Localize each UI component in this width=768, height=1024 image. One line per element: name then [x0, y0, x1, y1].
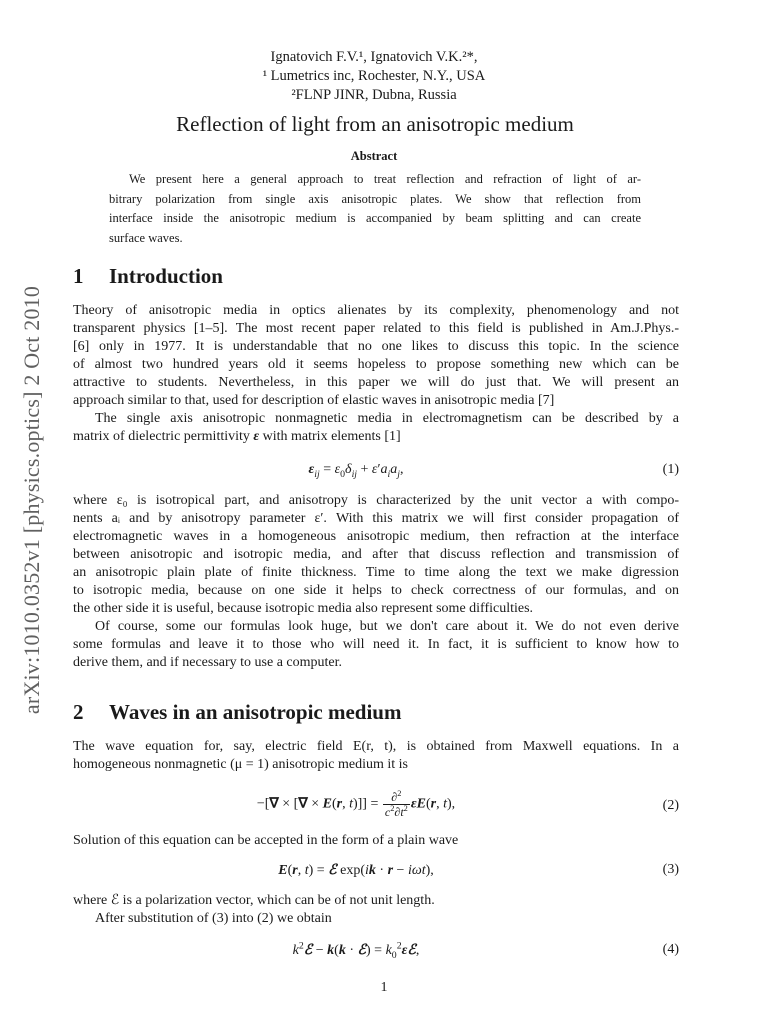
section-number: 2: [73, 700, 84, 724]
intro-paragraph-1: [73, 302, 679, 446]
equation-body: −[∇ × [∇ × E(r, t)]] = $\frac{\partial^2}{c^2\partial t^2}$ εE(r, t),: [256, 789, 456, 819]
text-line: The wave equation for, say, electric field E(r, t), is obtained from Maxwell equations. In a: [73, 739, 679, 754]
equation-2: [73, 790, 679, 824]
equation-4: [73, 942, 679, 968]
paper-title: Reflection of light from an anisotropic medium: [176, 112, 574, 136]
equation-number: (1): [662, 462, 679, 477]
equation-body: $\varepsilon_{ij} = \varepsilon_0\delta_{ij} + \varepsilon'a_ia_j$,: [308, 462, 404, 480]
affiliation-1: ¹ Lumetrics inc, Rochester, N.Y., USA: [262, 68, 486, 84]
abstract-heading: Abstract: [350, 149, 398, 163]
author-block: [100, 48, 648, 105]
text-line: homogeneous nonmagnetic (μ = 1) anisotropic medium it is: [73, 757, 409, 772]
equation-1: [73, 462, 679, 488]
text-line: of almost two hundred years old it seems hopeless to propose something new which can be: [73, 357, 679, 372]
text-line: some formulas and leave it to those who will need it. In fact, it is sufficient to know how to: [73, 637, 679, 652]
section-2-paragraph-1: [73, 738, 679, 774]
text-line: nents aᵢ and by anisotropy parameter ε′. With this matrix we will first consider propagation of: [73, 511, 679, 526]
section-title: Introduction: [109, 264, 223, 288]
text-line: matrix of dielectric permittivity ε with matrix elements [1]: [73, 429, 401, 444]
arxiv-stamp-text: arXiv:1010.0352v1 [physics.optics] 2 Oct 2010: [19, 285, 45, 715]
text-line: Theory of anisotropic media in optics alienates by its complexity, phenomenology and not: [73, 303, 679, 318]
text-line: where ℰ is a polarization vector, which can be of not unit length.: [73, 893, 435, 908]
section-2-heading: [73, 700, 401, 725]
text-line: transparent physics [1–5]. The most recent paper related to this field is published in Am.J.Phys.-: [73, 321, 679, 336]
intro-paragraph-3: [73, 492, 679, 672]
section-number: 1: [73, 264, 84, 288]
abstract-body: [109, 170, 641, 248]
equation-number: (3): [662, 862, 679, 877]
text-line: where ε₀ is isotropical part, and anisotropy is characterized by the unit vector a with compo-: [73, 493, 679, 508]
abstract-line: We present here a general approach to treat reflection and refraction of light of ar-: [129, 172, 641, 186]
equation-3: [73, 862, 679, 888]
abstract-line: interface inside the anisotropic medium is accompanied by beam splitting and can create: [109, 211, 641, 225]
abstract-line: bitrary polarization from single axis anisotropic plates. We show that reflection from: [109, 191, 641, 206]
text-line: [6] only in 1977. It is understandable that no one likes to discuss this topic. In the science: [73, 339, 679, 354]
affiliation-2: ²FLNP JINR, Dubna, Russia: [291, 87, 457, 103]
text-line: attractive to students. Nevertheless, in this paper we will do just that. We will present an: [73, 375, 679, 390]
equation-number: (2): [662, 798, 679, 813]
text-line: The single axis anisotropic nonmagnetic media in electromagnetism can be described by a: [95, 411, 679, 426]
section-2-paragraph-2: [73, 832, 679, 850]
text-line: between anisotropic and isotropic media, and after that discuss reflection and transmission of: [73, 547, 679, 562]
text-line: an anisotropic plain plate of finite thickness. Time to time along the text we make digression: [73, 565, 679, 580]
text-line: to isotropic media, because on one side it helps to check correctness of our formulas, and on: [73, 583, 679, 598]
equation-number: (4): [662, 942, 679, 957]
arxiv-stamp: [12, 255, 52, 745]
section-1-heading: [73, 264, 223, 289]
section-title: Waves in an anisotropic medium: [109, 700, 402, 724]
text-line: Solution of this equation can be accepted in the form of a plain wave: [73, 833, 459, 848]
text-line: approach similar to that, used for description of elastic waves in anisotropic media [7]: [73, 393, 555, 408]
text-line: Of course, some our formulas look huge, but we don't care about it. We do not even derive: [95, 619, 679, 634]
text-line: electromagnetic waves in a homogeneous anisotropic medium, then refraction at the interface: [73, 529, 679, 544]
authors-line: Ignatovich F.V.¹, Ignatovich V.K.²*,: [270, 49, 478, 65]
equation-body: E(r, t) = ℰ exp(ik · r − iωt),: [278, 863, 434, 878]
text-line: derive them, and if necessary to use a computer.: [73, 655, 343, 670]
page-number: 1: [380, 980, 388, 995]
text-line: the other side it is useful, because isotropic media also represent some difficulties.: [73, 601, 534, 616]
text-line: After substitution of (3) into (2) we obtain: [95, 911, 332, 926]
abstract-line: surface waves.: [109, 230, 183, 245]
equation-body: $k^2ℰ - k(k$ · ℰ) = $k_0^2\varepsilon ℰ$,: [292, 940, 420, 961]
section-2-paragraph-3: [73, 892, 679, 928]
